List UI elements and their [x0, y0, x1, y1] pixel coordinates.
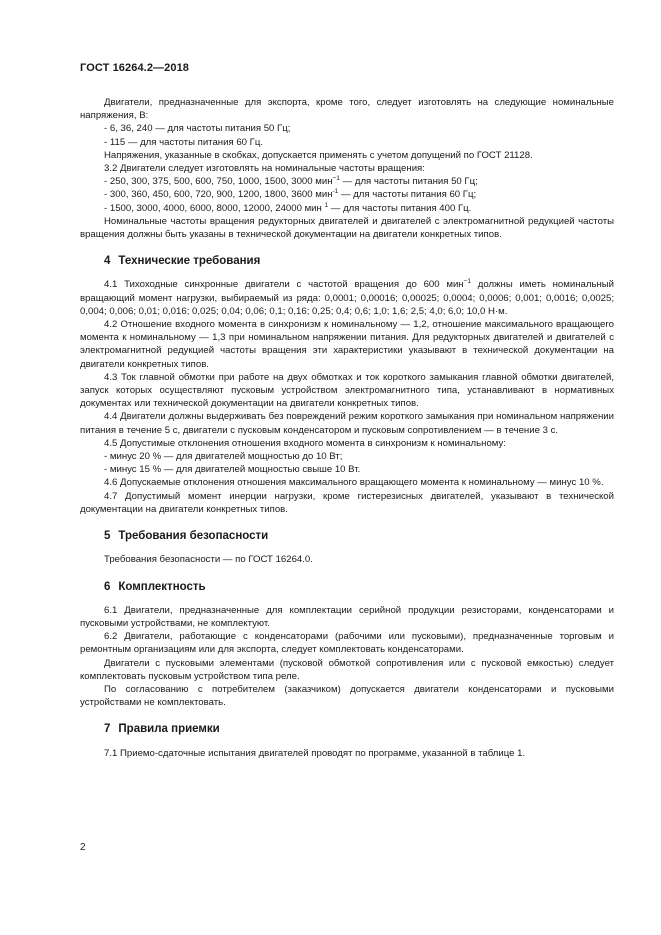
paragraph-6-3: Двигатели с пусковыми элементами (пусковой обмоткой сопротивления или с пусковой емкостью) следует комплектовать пусковым устройством типа реле. [80, 657, 614, 682]
doc-code-header: ГОСТ 16264.2—2018 [80, 62, 190, 74]
paragraph-export-voltages: Двигатели, предназначенные для экспорта, кроме того, следует изготовлять на следующие номинальные напряжения, В: [80, 97, 614, 122]
page-number: 2 [80, 842, 86, 853]
speed-60hz-tail: — для частоты питания 60 Гц; [338, 189, 477, 201]
list-item-voltage-60hz: - 115 — для частоты питания 60 Гц. [104, 136, 264, 148]
paragraph-gear-motors: Номинальные частоты вращения редукторных двигателей и двигателей с электромагнитной редукцией частоты вращения должны быть указаны в технической документации на двигатели конкретных типов. [80, 215, 614, 241]
paragraph-4-4: 4.4 Двигатели должны выдерживать без повреждений режим короткого замыкания при номинальном напряжении питания в течение 5 с, двигатели с пусковым конденсатором и пусковым сопротивлением — в течение 3 с. [80, 411, 614, 436]
section-title: Комплектность [118, 580, 206, 593]
section-number: 7 [104, 723, 111, 736]
paragraph-4-6: 4.6 Допускаемые отклонения отношения максимального вращающего момента к номинальному — минус 10 %. [104, 477, 604, 489]
p41-text: 4.1 Тихоходные синхронные двигатели с частотой вращения до 600 мин [104, 279, 464, 291]
list-item-minus-15: - минус 15 % — для двигателей мощностью свыше 10 Вт. [104, 464, 361, 476]
section-4-heading [80, 255, 614, 268]
paragraph-4-2: 4.2 Отношение входного момента в синхронизм к номинальному — 1,2, отношение максимального вращающего момента к номинальному — 1,3 при номинальном напряжении питания. Для редукторных двигателей и двигателей с электромагнитной редукцией частоты вращения эти характеристики указывают в технической документации на двигатели конкретных типов. [80, 319, 614, 370]
speed-400hz-values: - 1500, 3000, 4000, 6000, 8000, 12000, 24000 мин [104, 202, 322, 214]
section-number: 6 [104, 580, 111, 593]
speed-50hz-values: - 250, 300, 375, 500, 600, 750, 1000, 1500, 3000 мин [104, 176, 333, 188]
section-title: Требования безопасности [118, 530, 269, 543]
paragraph-7-1: 7.1 Приемо-сдаточные испытания двигателей проводят по программе, указанной в таблице 1. [104, 747, 526, 759]
section-6-heading [80, 581, 614, 594]
list-item-speed-60hz [80, 188, 614, 201]
paragraph-4-7: 4.7 Допустимый момент инерции нагрузки, кроме гистерезисных двигателей, указывают в технической документации на двигатели конкретных типов. [80, 490, 614, 515]
section-number: 4 [104, 255, 111, 268]
unit-superscript: 1 [324, 201, 329, 209]
paragraph-4-5: 4.5 Допустимые отклонения отношения входного момента в синхронизм к номинальному: [104, 437, 506, 449]
speed-60hz-values: - 300, 360, 450, 600, 720, 900, 1200, 1800, 3600 мин [104, 189, 333, 201]
document-body [80, 96, 614, 760]
section-title: Технические требования [118, 255, 261, 268]
paragraph-brackets-note: Напряжения, указанные в скобках, допускается применять с учетом допущений по ГОСТ 21128. [104, 149, 533, 161]
list-item-speed-50hz [80, 175, 614, 188]
unit-superscript: −1 [332, 175, 340, 183]
list-item-speed-400hz [80, 202, 614, 215]
section-number: 5 [104, 530, 111, 543]
paragraph-4-3: 4.3 Ток главной обмотки при работе на двух обмотках и ток короткого замыкания главной обмотки двигателей, запуск которых осуществляют пусковым устройством электромагнитного типа, устанавливают в нормативных документах или технической документации на двигатели конкретных типов. [80, 371, 614, 410]
paragraph-6-1: 6.1 Двигатели, предназначенные для комплектации серийной продукции резисторами, конденсаторами и пусковыми устройствами, не комплектуют. [80, 604, 614, 629]
speed-50hz-tail: — для частоты питания 50 Гц; [339, 176, 478, 188]
paragraph-3-2: 3.2 Двигатели следует изготовлять на номинальные частоты вращения: [104, 163, 425, 175]
paragraph-6-2: 6.2 Двигатели, работающие с конденсаторами (рабочими или пусковыми), предназначенные торговым и ремонтным организациям или для экспорта, следует комплектовать конденсаторами. [80, 631, 614, 656]
speed-400hz-tail: — для частоты питания 400 Гц. [328, 202, 472, 214]
list-item-minus-20: - минус 20 % — для двигателей мощностью до 10 Вт; [104, 451, 343, 463]
p41-text-tail: должны иметь номинальный вращающий момент нагрузки, выбираемый из ряда: 0,0001; 0,00016; 0,00025; 0,0004; 0,0006; 0,001; 0,0016; 0,0025; 0,004; 0,006; 0,01; 0,016; 0,025; 0,04; 0,06; 0,1; 0,16; 0,25; 0,4; 0,6; 1,0; 1,6; 2,5; 4,0; 6,0; 10,0 Н·м. [80, 279, 614, 317]
paragraph-6-4: По согласованию с потребителем (заказчиком) допускается двигатели конденсаторами и пусковыми устройствами не комплектовать. [80, 683, 614, 709]
section-5-heading [80, 530, 614, 543]
unit-superscript: -1 [332, 188, 339, 196]
list-item-voltage-50hz: - 6, 36, 240 — для частоты питания 50 Гц; [104, 123, 291, 135]
unit-superscript: −1 [463, 278, 472, 286]
paragraph-safety: Требования безопасности — по ГОСТ 16264.0. [104, 554, 313, 566]
paragraph-4-1 [80, 278, 614, 318]
section-title: Правила приемки [118, 723, 220, 736]
section-7-heading [80, 723, 614, 736]
